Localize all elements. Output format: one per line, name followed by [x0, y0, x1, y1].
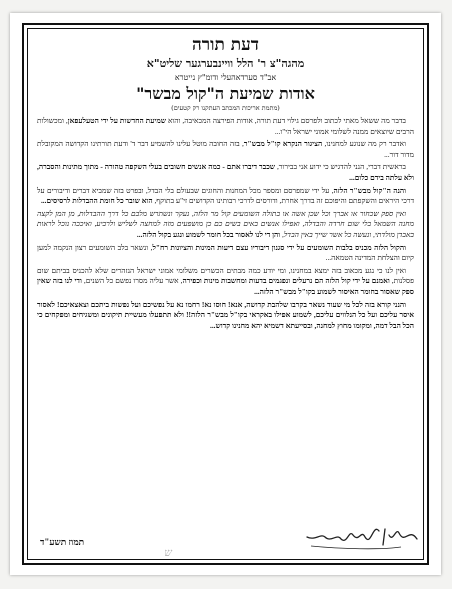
body-text: בדבר מה ששאל מאתי לכתוב ולפרסם גילוי דעת תורה, אודות הפירצה המכאיבה, והוא	[165, 116, 406, 125]
emphasized-text: והקול הלזה מכניס בלבות השומעים על ידי סגנון דיבוריו עצם דיעות המינות והציונות רח"ל	[152, 242, 406, 252]
paragraph-p1	[37, 116, 414, 137]
body-text: , בזה החובה מוטל עלינו להשמיע דבר ד' ודעת תורתינו הקדושה המקובלת מדור דור...	[37, 139, 414, 159]
svg-text:ש: ש	[164, 546, 172, 559]
notice-title: דעת תורה	[192, 35, 259, 55]
body-text: , ונשאר בלב השומעים רצון הנקמה למען קיום והצלחת המדינה הטמאה...	[37, 242, 414, 263]
emphasized-text: והנני קורא בזה לכל מי שעוד נשאר בקרבו שלהבת קדושה, אנא! חוסו נא! רחמו נא על נפשיכם ועל נפשות ביתכם וצאצאיכם! לאסור איסר עליכם ועל כל הנלווים עליכם, לשמוע אפילו באקראי בקו"ל מבש"ר הלזה!! ולא תתפעלו מעשיית תיקונים ומשגיחים ומפקחים כי הכל הבל דמה, ומקומו מחוץ למחנה, ובסייעתא דשמיא יהא מחנינו קדוש...	[37, 299, 414, 330]
paragraph-p8	[37, 300, 414, 332]
body-text: , אשר עליה מסרו נפשם כל השנים,	[81, 276, 183, 286]
author-title: אב"ד סערדאהעלי ודומ"ץ נייטרא	[174, 73, 277, 82]
body-text: בראשית דברי, הנני להדגיש כי ידוע אני בבירור,	[275, 162, 406, 172]
emphasized-text: הוא שובר כל חומת ההבדלות לרסיסים...	[40, 196, 153, 206]
document-sheet	[10, 13, 441, 575]
notice-border	[22, 23, 429, 565]
emphasized-text: והנה ה"קול מבש"ר הלזה	[333, 185, 406, 195]
body-text: ואין לנו כי נגע מכאוב בזה ימצא במחנינו, ומי יודע כמה מבתים הכשרים משלומי אמוני ישראל הנזהרים שלא להכניס בביתם שום פסלנות,	[37, 265, 414, 286]
body-text: ואין ספק שכחור או אברך וכל שכן אשה או בתולה השומעים קול מר הלזה, נעקר ונשתרש מלבם כל דרך ההבדלות, מן המן לקצה מחנה השמאל בלי שום חרדה והבדלה, ואפילו אנשים באים בשים כם כן מושפעים מזה למחצה לשליש ולרביע, ואיככה נוכל לראות באבדן מולדתי, ונעשה כל אשר שייך באין הבדל,	[37, 208, 414, 239]
letter-date: תמוז תשע"ד	[40, 537, 85, 547]
paragraph-p2	[37, 139, 414, 160]
emphasized-text: והן די לנו לאסור בכל חומר לשמוע ונגע בקול הלזה...	[136, 229, 281, 239]
paragraph-p3	[37, 162, 414, 183]
body-text: , ומכשולות הרבים שיוצאים ממנה לשלומי אמוני ישראל הי"ו...	[37, 116, 414, 136]
emphasized-text: ודי לנו בזה שאין ספק שאסור בחומר האיסור לשמוע בקו"ל מבש"ר הלזה...	[37, 276, 414, 296]
notice-body	[27, 28, 424, 560]
paragraph-p5	[37, 209, 414, 241]
emphasized-text: שכבר דיברו אתם - כמה אנשים חשובים בעלי השקפה טהורה - מתוך מתינות והסברה, ולא עלתה בידם כלום...	[37, 162, 414, 182]
emphasized-text: ואמנם על ידי קול הלזה הם נרעלים ונפגמים בדעות ומחשבות מינות וכפירה	[182, 276, 390, 286]
author-line: מהגה"צ ר' הלל וויינבערגער שליט"א	[146, 57, 305, 70]
paragraph-p6	[37, 243, 414, 264]
excerpt-note: (מתמת אריכות המכתב העתקנו רק קטעים)	[171, 104, 280, 112]
emphasized-text: שמיעת החדשות על ידי הטעלעפאן	[67, 116, 166, 125]
paragraph-p4	[37, 186, 414, 207]
paragraph-p7	[37, 266, 414, 298]
body-text: , על ידי שמפרסם ומספר מכל המחנות והחוגים שבעולם בלי הבדל, ובפרט בזה שמביא דברים ודיבורים על דרכי היראים והשקפתם והיפוכם זה בדרך אחרת, ודורסים לדרכי רבותינו הקדושים זי"ע בתוקף,	[37, 185, 414, 206]
emphasized-text: הציגור הנקרא קו"ל מבש"ר	[243, 139, 323, 149]
handwritten-signature	[301, 519, 421, 553]
body-text: ואדבר רק מה שנוגע למחנינו,	[322, 139, 407, 149]
letter-text	[37, 116, 414, 331]
notice-headline: אודות שמיעת ה"קול מבשר"	[136, 84, 315, 103]
watermark-logo	[150, 539, 186, 565]
